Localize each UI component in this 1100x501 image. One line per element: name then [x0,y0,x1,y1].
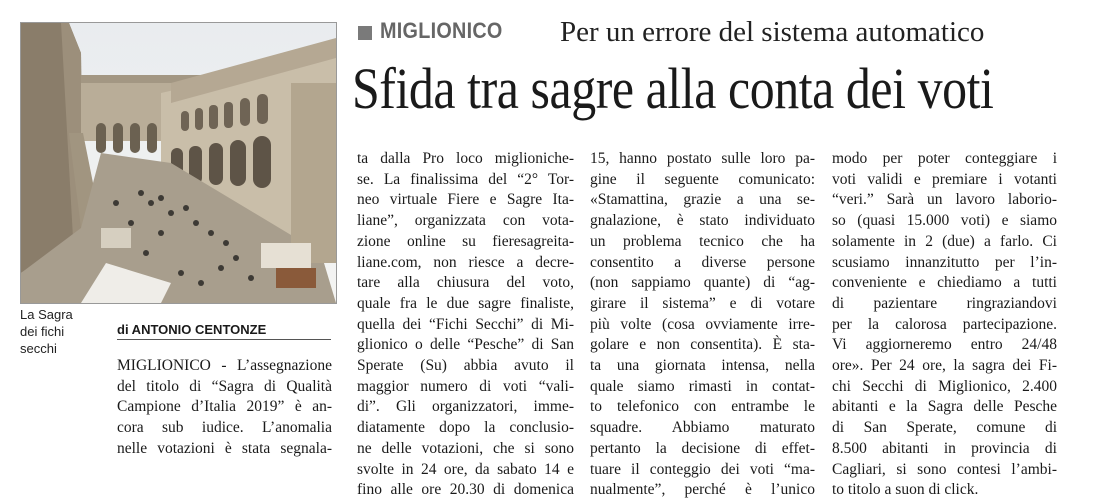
article-line: di”. Gli organizzatori, imme- [357,398,574,416]
article-line: “veri.” Sarà un lavoro laborio- [832,191,1057,209]
article-line: 15, hanno postato sulle loro pa- [590,150,815,167]
article-column-3 [590,149,815,501]
article-line: conveniente e chiediamo a tutti [832,274,1057,292]
article-line: maggior numero di voti “vali- [357,377,574,395]
article-line: so (quasi 15.000 voti) e siamo [832,212,1057,230]
article-line: pertanto la decisione di effet- [590,439,815,457]
article-line: di pazientare ringraziandovi [832,294,1057,312]
article-line: nualmente”, perché è l’unico [590,481,815,499]
article-line: Campione d’Italia 2019” è an- [117,398,332,416]
article-line: to titolo a suon di click. [832,481,979,499]
article-line: quale fra le due sagre finaliste, [357,294,574,312]
article-line: nelle votazioni è stata segnala- [117,439,332,457]
article-line: «Stamattina, grazie a una se- [590,191,815,209]
article-line: ta una giornata intensa, nella [590,357,815,375]
article-line: Sperate (Su) abbia avuto il [357,357,574,375]
article-line: zione online su fieresagreita- [357,232,574,250]
article-line: neo virtuale Fiere e Sagre Ita- [357,191,574,209]
article-line: consentito a diverse persone [590,253,815,271]
article-line: Vi aggiorneremo entro 24/48 [832,336,1057,354]
article-line: girare il sistema” e di votare [590,294,815,312]
article-line: liane.com, non riesce a decre- [357,253,574,271]
article-photo [20,22,337,304]
article-line: gnalazione, è stato individuato [590,212,815,230]
article-line: tare alla chiusura del voto, [357,274,574,292]
article-line: ne delle votazioni, che si sono [357,439,574,457]
article-line: (non sappiamo quante) di “ag- [590,274,815,292]
article-line: modo per poter conteggiare i [832,150,1057,167]
article-line: Cagliari, si sono contesi l’ambi- [832,460,1057,478]
article-line: scusiamo innanzitutto per l’in- [832,253,1057,271]
photo-caption [20,306,110,357]
article-line: per la calorosa partecipazione. [832,315,1057,333]
article-line: MIGLIONICO - L’assegnazione [117,357,332,374]
article-column-2 [357,149,574,501]
article-line: 8.500 abitanti in provincia di [832,439,1057,457]
headline: Sfida tra sagre alla conta dei voti [352,56,994,121]
article-line: quella dei “Fichi Secchi” di Mi- [357,315,574,333]
article-line: to telefonico con entrambe le [590,398,815,416]
caption-line: La Sagra [20,307,73,322]
kicker: MIGLIONICO [380,18,503,43]
article-line: ore». Per 24 ore, la sagra dei Fi- [832,357,1057,375]
article-line: glionico o delle “Pesche” di San [357,336,574,354]
article-line: cora sub iudice. L’anomalia [117,419,332,437]
article-line: gine il seguente comunicato: [590,170,815,188]
byline: di ANTONIO CENTONZE [117,322,331,340]
article-line: più volte (cosa ovviamente irre- [590,315,815,333]
article-line: del titolo di “Sagra di Qualità [117,377,332,395]
article-line: solamente in 2 (due) a farlo. Ci [832,232,1057,250]
caption-line: secchi [20,341,57,356]
article-line: svolte in 24 ore, da sabato 14 e [357,460,574,478]
article-line: voti validi e premiare i votanti [832,170,1057,188]
article-line: diatamente dopo la conclusio- [357,419,574,437]
article-line: squadre. Abbiamo maturato [590,419,815,437]
article-column-4 [832,149,1057,501]
article-line: se. La finalissima del “2° Tor- [357,170,574,188]
article-line: quale siamo rimasti in contat- [590,377,815,395]
article-line: un problema tecnico che ha [590,232,815,250]
article-line: chi Secchi di Miglionico, 2.400 [832,377,1057,395]
article-line: ta dalla Pro loco miglioniche- [357,150,574,167]
article-line: fino alle ore 20.30 di domenica [357,481,574,499]
deck: Per un errore del sistema automatico [560,16,985,48]
article-column-1 [117,356,332,460]
article-line: golare e non consentita). È sta- [590,336,815,354]
article-line: abitanti e la Sagra delle Pesche [832,398,1057,416]
caption-line: dei fichi [20,324,65,339]
article-line: liane”, organizzata con vota- [357,212,574,230]
kicker-square-icon [358,26,372,40]
article-line: di San Sperate, comune di [832,419,1057,437]
castle-courtyard-image [21,23,336,303]
article-line: tuare il conteggio dei voti “ma- [590,460,815,478]
